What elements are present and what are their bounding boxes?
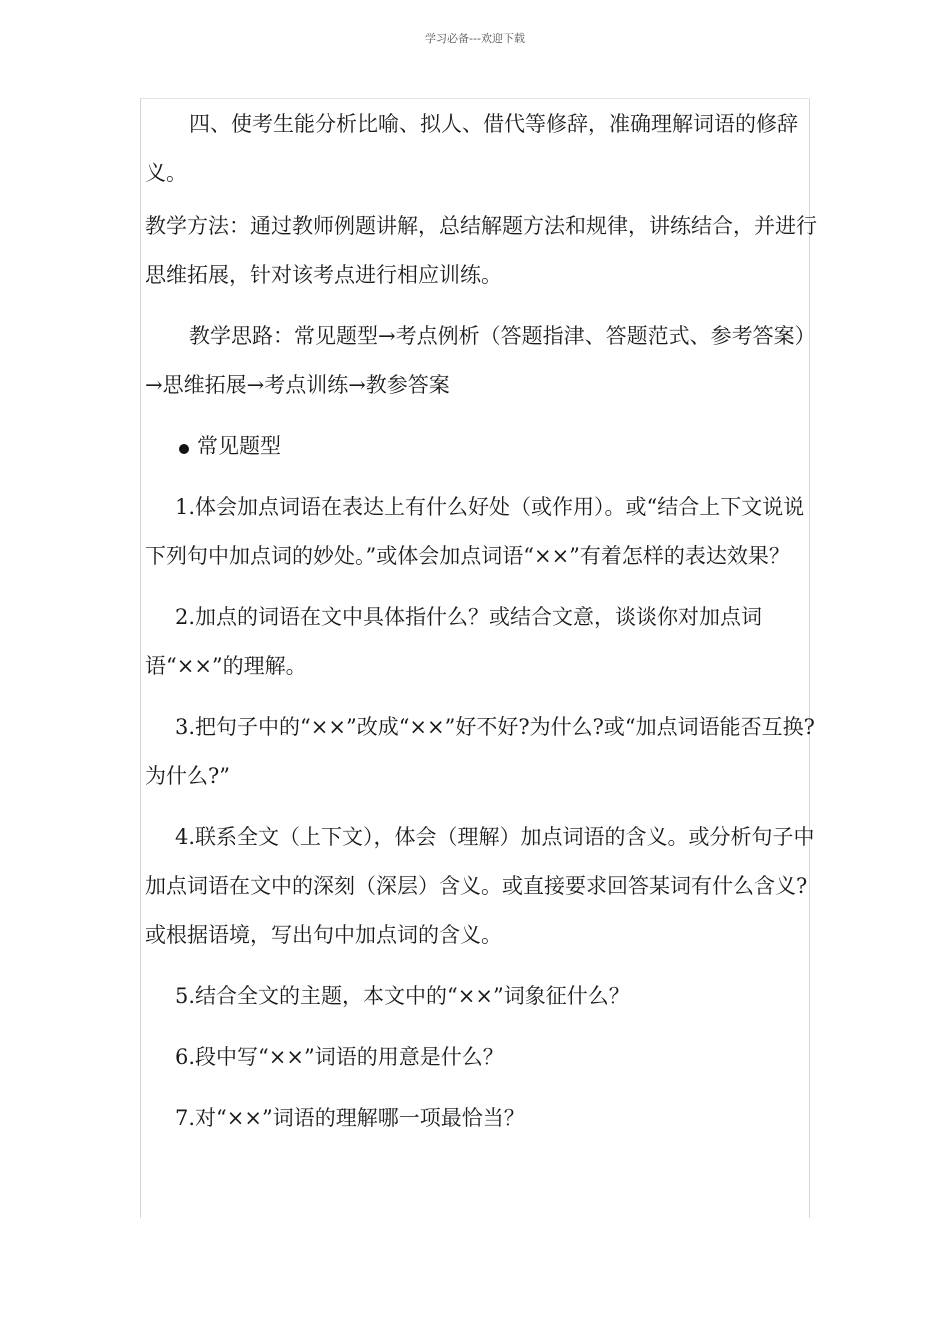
list-item-3: 3.把句子中的“××”改成“××”好不好?为什么?或“加点词语能否互换?为什么?” — [145, 715, 815, 788]
list-item-1: 1.体会加点词语在表达上有什么好处（或作用）。或“结合上下文说说下列句中加点词的妙处。”或体会加点词语“××”有着怎样的表达效果？ — [145, 495, 805, 568]
document-body — [145, 100, 817, 1143]
teaching-method-paragraph: 教学方法：通过教师例题讲解，总结解题方法和规律，讲练结合，并进行思维拓展，针对该考点进行相应训练。 — [145, 214, 817, 287]
objective-paragraph: 四、使考生能分析比喻、拟人、借代等修辞，准确理解词语的修辞义。 — [145, 112, 798, 185]
list-item-6: 6.段中写“××”词语的用意是什么？ — [175, 1045, 504, 1069]
section-heading-text: 常见题型 — [197, 434, 281, 458]
section-heading — [145, 422, 817, 471]
list-item-2: 2.加点的词语在文中具体指什么？或结合文意，谈谈你对加点词语“××”的理解。 — [145, 605, 763, 678]
list-item-7: 7.对“××”词语的理解哪一项最恰当？ — [175, 1106, 525, 1130]
list-item-4: 4.联系全文（上下文），体会（理解）加点词语的含义。或分析句子中加点词语在文中的深刻（深层）含义。或直接要求回答某词有什么含义?或根据语境，写出句中加点词的含义。 — [145, 825, 815, 947]
bullet-icon — [179, 444, 189, 454]
page-header: 学习必备---欢迎下载 — [425, 32, 525, 45]
list-item-5: 5.结合全文的主题，本文中的“××”词象征什么？ — [175, 984, 630, 1008]
teaching-approach-paragraph: 教学思路：常见题型→考点例析（答题指津、答题范式、参考答案）→思维拓展→考点训练→教参答案 — [145, 324, 816, 397]
